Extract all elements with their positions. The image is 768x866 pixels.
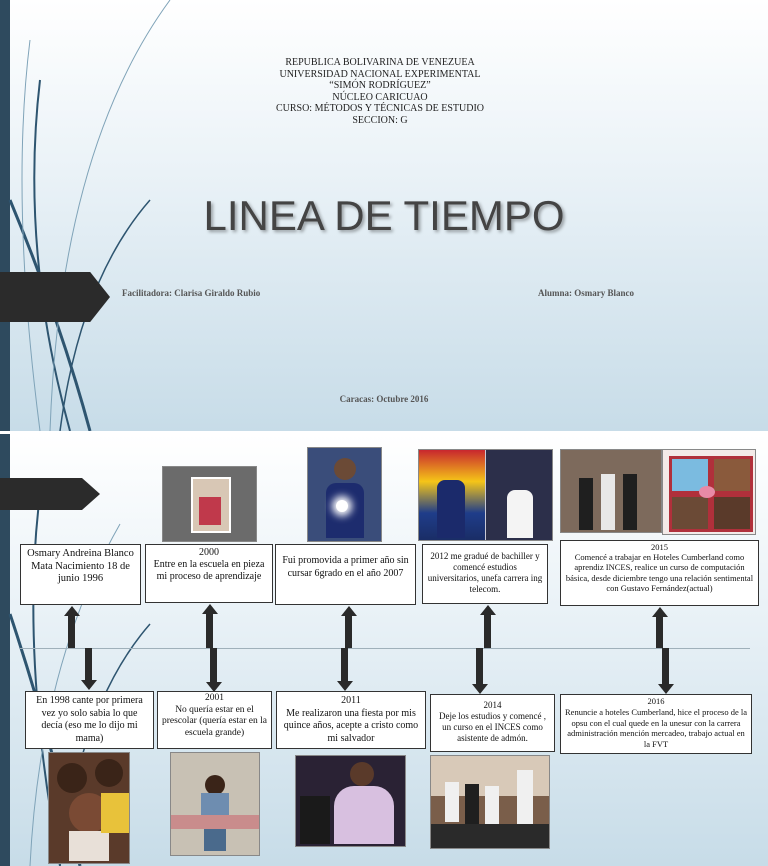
header-line: CURSO: MÉTODOS Y TÉCNICAS DE ESTUDIO: [275, 103, 485, 114]
timeline-event-2015: [560, 540, 759, 606]
header-line: UNIVERSIDAD NACIONAL EXPERIMENTAL: [279, 68, 481, 80]
event-text: Fui promovida a primer año sin cursar 6grado en el año 2007: [282, 555, 409, 579]
event-year: 2015: [651, 542, 668, 552]
arrow-down-shaft: [341, 648, 348, 681]
institution-header: [230, 57, 530, 126]
header-line: NÚCLEO CARICUAO: [332, 91, 428, 103]
photo-child-school: [162, 466, 257, 542]
arrow-up-shaft: [656, 616, 663, 648]
timeline-event-2000: [145, 544, 273, 603]
arrow-down-icon: [81, 680, 97, 690]
arrow-up-shaft: [206, 613, 213, 648]
photo-childhood-family: [48, 752, 130, 864]
event-text: Renuncie a hoteles Cumberland, hice el proceso de la opsu con el cual quede en la unesur con la carrera administración mención mercadeo, trabajo actual en la FVT: [565, 706, 747, 750]
arrow-down-icon: [658, 684, 674, 694]
event-text: En 1998 cante por primera vez yo solo sabia lo que decía (eso me lo dijo mi mama): [36, 695, 143, 744]
arrow-down-shaft: [476, 648, 483, 684]
timeline-axis: [20, 648, 750, 649]
event-text: Me realizaron una fiesta por mis quince años, acepte a cristo como mi salvador: [283, 707, 419, 744]
timeline-event-birth: [20, 544, 141, 605]
event-text: 2012 me gradué de bachiller y comencé estudios universitarios, unefa carrera ing telecom.: [427, 551, 543, 594]
timeline-event-2012: [422, 544, 548, 604]
photo-graduation-2012: [418, 449, 553, 541]
photo-preschool: [170, 752, 260, 856]
page-title: LINEA DE TIEMPO: [203, 192, 565, 239]
timeline-event-1998: [25, 691, 154, 749]
timeline-event-2011: [276, 691, 426, 749]
event-text: No quería estar en el prescolar (quería estar en la escuela grande): [162, 704, 267, 738]
event-text: Entre en la escuela en pieza mi proceso de aprendizaje: [153, 559, 265, 582]
event-year: 2011: [341, 695, 361, 706]
student-label: Alumna: Osmary Blanco: [538, 288, 635, 298]
timeline-event-2016: [560, 694, 752, 754]
arrow-up-shaft: [345, 615, 352, 648]
arrow-down-icon: [337, 681, 353, 691]
header-line: “SIMÓN RODRÍGUEZ”: [329, 80, 431, 91]
arrow-down-shaft: [85, 648, 92, 680]
arrow-up-shaft: [484, 614, 491, 648]
event-year: 2016: [647, 696, 665, 706]
event-text: Osmary Andreina Blanco Mata Nacimiento 18 de junio 1996: [27, 548, 134, 584]
header-line: REPUBLICA BOLIVARINA DE VENEZUEA: [285, 57, 475, 68]
timeline-event-2007: [275, 544, 416, 605]
photo-inces-course: [430, 755, 550, 849]
arrow-down-shaft: [662, 648, 669, 684]
event-text: Deje los estudios y comencé , un curso en el INCES como asistente de admón.: [439, 711, 546, 743]
photo-graduation-2007: [307, 447, 382, 542]
arrow-tab-decoration: [0, 478, 100, 510]
arrow-tab-decoration: [0, 272, 110, 322]
facilitator-label: Facilitadora: Clarisa Giraldo Rubio: [122, 288, 261, 298]
photo-quinceanera: [295, 755, 406, 847]
place-date-label: Caracas: Octubre 2016: [339, 394, 429, 404]
photo-hotel-work: [560, 449, 662, 533]
arrow-down-shaft: [210, 648, 217, 682]
event-text: Comencé a trabajar en Hoteles Cumberland como aprendiz INCES, realice un curso de computación básica, desde diciembre tengo una relación sentimental con Gustavo Fernández(actual): [565, 552, 754, 593]
header-line: SECCION: G: [352, 114, 408, 126]
event-year: 2001: [205, 693, 224, 703]
timeline-event-2014: [430, 694, 555, 752]
photo-couple-collage: [662, 449, 756, 535]
title-slide: [0, 0, 768, 431]
timeline-event-2001: [157, 691, 272, 749]
arrow-down-icon: [472, 684, 488, 694]
event-year: 2000: [199, 547, 219, 558]
arrow-up-shaft: [68, 615, 75, 648]
event-year: 2014: [483, 700, 502, 710]
